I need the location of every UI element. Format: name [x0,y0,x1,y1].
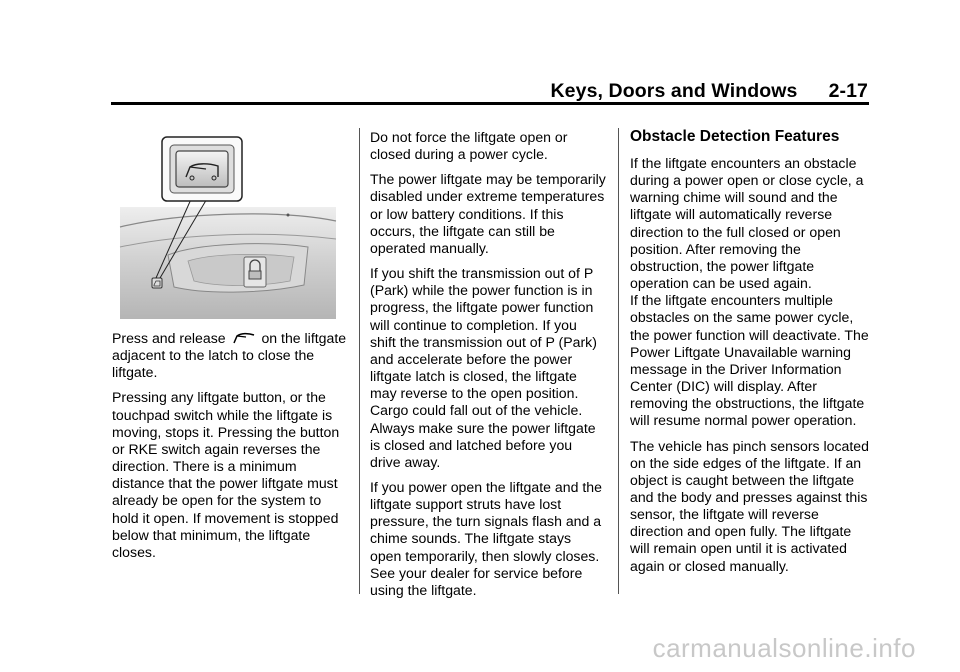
paragraph: If you power open the liftgate and the liftgate support struts have lost pressure, the turn signals flash and a chime sounds. The liftgate stays open temporarily, then slowly closes. See your dealer for service before using the liftgate. [370,478,602,598]
page-number: 2-17 [828,80,868,102]
liftgate-icon [232,331,256,345]
page-header [551,80,869,103]
paragraph: Do not force the liftgate open or closed during a power cycle. [370,129,568,163]
section-title: Keys, Doors and Windows [550,80,798,102]
section-heading: Obstacle Detection Features [630,128,840,145]
column-1 [112,330,348,569]
column-2 [370,129,606,607]
liftgate-button-illustration [118,135,338,321]
paragraph: The vehicle has pinch sensors located on the side edges of the liftgate. If an object is caught between the liftgate and the body and presses against this sensor, the liftgate will reverse direction and open fully. The liftgate will remain open until it is activated again or closed manually. [630,437,869,574]
text-run: Press and release [112,330,226,346]
paragraph: If the liftgate encounters an obstacle during a power open or close cycle, a warning chime will sound and the liftgate will automatically reverse direction to the full closed or open position. After removing the obstruction, the power liftgate operation can be used again. [630,155,864,292]
paragraph [112,330,348,381]
liftgate-button-figure [118,135,338,321]
text-run: on the liftgate adjacent to the latch to close the liftgate. [112,330,347,381]
watermark: carmanualsonline.info [652,633,916,663]
column-3 [630,155,870,583]
column-separator [359,128,360,594]
column-separator [618,128,619,594]
paragraph: If you shift the transmission out of P (Park) while the power function is in progress, the liftgate power function will continue to completion. If you shift the transmission out of P (Park) and accelerate before the power liftgate latch is closed, the liftgate may reverse to the open position. Cargo could fall out of the vehicle. Always make sure the power liftgate is closed and latched before you drive away. [370,265,597,470]
paragraph: If the liftgate encounters multiple obstacles on the same power cycle, the power function will deactivate. The Power Liftgate Unavailable warning message in the Driver Information Center (DIC) will display. After removing the obstructions, the liftgate will resume normal power operation. [630,292,869,429]
paragraph: The power liftgate may be temporarily disabled under extreme temperatures or low battery conditions. If this occurs, the liftgate can still be operated manually. [370,171,606,256]
paragraph: Pressing any liftgate button, or the touchpad switch while the liftgate is moving, stops it. Pressing the button or RKE switch again reverses the direction. There is a minimum distance that the power liftgate must already be open for the system to hold it open. If movement is stopped below that minimum, the liftgate closes. [112,389,340,560]
header-rule [111,102,869,105]
